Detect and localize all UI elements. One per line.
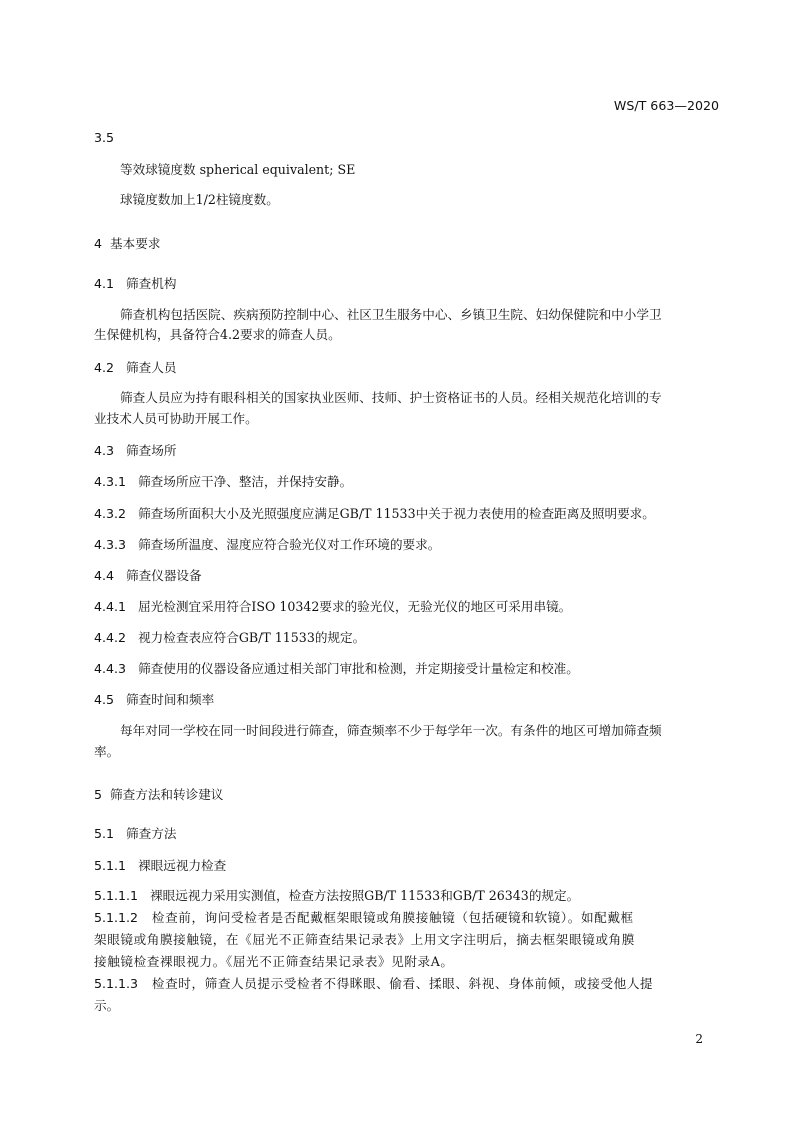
- section-title: 筛查仪器设备: [126, 568, 202, 583]
- section-heading-4: [94, 236, 160, 252]
- paragraph-line: 筛查人员应为持有眼科相关的国家执业医师、技师、护士资格证书的人员。经相关规范化培训的专: [120, 390, 662, 405]
- paragraph-line: 筛查机构包括医院、疾病预防控制中心、社区卫生服务中心、乡镇卫生院、妇幼保健院和中小学卫: [120, 307, 662, 322]
- clause-number: 5.1.1.3: [94, 976, 139, 991]
- clause-5-1-1-3: [94, 976, 653, 992]
- clause-4-3-2: [94, 506, 655, 522]
- section-number: 4.4: [94, 568, 115, 583]
- clause-text: 检查前，询问受检者是否配戴框架眼镜或角膜接触镜（包括硬镜和软镜）。如配戴框: [151, 910, 634, 925]
- section-number: 5: [94, 787, 103, 802]
- paragraph-line: 率。: [94, 744, 120, 759]
- section-heading-4-1: [94, 276, 176, 292]
- clause-4-4-1: [94, 599, 571, 615]
- section-heading-5-1-1: [94, 858, 226, 874]
- clause-text: 筛查场所面积大小及光照强度应满足GB/T 11533中关于视力表使用的检查距离及照明要求。: [138, 506, 655, 521]
- clause-5-1-1-1: [94, 888, 579, 904]
- section-title: 筛查方法和转诊建议: [110, 787, 224, 802]
- paragraph-line: 生保健机构，具备符合4.2要求的筛查人员。: [94, 327, 341, 342]
- section-heading-5: [94, 787, 223, 803]
- clause-text: 筛查场所应干净、整洁，并保持安静。: [138, 474, 353, 489]
- section-title: 裸眼远视力检查: [138, 858, 227, 873]
- section-heading-4-2: [94, 360, 176, 376]
- section-number: 4.5: [94, 692, 115, 707]
- section-title: 筛查场所: [126, 443, 177, 458]
- clause-number: 4.4.2: [94, 630, 127, 645]
- clause-4-4-3: [94, 661, 579, 677]
- paragraph-line: 示。: [94, 998, 120, 1013]
- clause-text: 检查时，筛查人员提示受检者不得眯眼、偷看、揉眼、斜视、身体前倾，或接受他人提: [151, 976, 654, 991]
- clause-text: 筛查使用的仪器设备应通过相关部门审批和检测，并定期接受计量检定和校准。: [138, 661, 579, 676]
- clause-number: 5.1.1.1: [94, 888, 139, 903]
- paragraph-line: 架眼镜或角膜接触镜，在《屈光不正筛查结果记录表》上用文字注明后，摘去框架眼镜或角膜: [94, 932, 635, 947]
- clause-number-3-5: 3.5: [94, 130, 115, 145]
- clause-number: 4.4.3: [94, 661, 127, 676]
- section-number: 4: [94, 236, 103, 251]
- term-spherical-equivalent: 等效球镜度数 spherical equivalent; SE: [120, 162, 356, 177]
- section-heading-5-1: [94, 826, 176, 842]
- clause-number: 4.3.2: [94, 506, 127, 521]
- clause-5-1-1-2: [94, 910, 634, 926]
- section-number: 4.3: [94, 443, 115, 458]
- section-number: 5.1.1: [94, 858, 127, 873]
- paragraph-line: 接触镜检查裸眼视力。《屈光不正筛查结果记录表》见附录A。: [94, 954, 454, 969]
- clause-4-3-3: [94, 537, 440, 553]
- clause-text: 视力检查表应符合GB/T 11533的规定。: [138, 630, 366, 645]
- clause-number: 5.1.1.2: [94, 910, 139, 925]
- section-title: 筛查时间和频率: [126, 692, 215, 707]
- section-title: 基本要求: [110, 236, 161, 251]
- section-title: 筛查方法: [126, 826, 177, 841]
- clause-number: 4.3.1: [94, 474, 127, 489]
- section-heading-4-4: [94, 568, 202, 584]
- section-number: 4.1: [94, 276, 115, 291]
- clause-number: 4.4.1: [94, 599, 127, 614]
- clause-4-4-2: [94, 630, 365, 646]
- section-number: 4.2: [94, 360, 115, 375]
- paragraph-line: 每年对同一学校在同一时间段进行筛查，筛查频率不少于每学年一次。有条件的地区可增加筛查频: [120, 723, 662, 738]
- clause-text: 裸眼远视力采用实测值，检查方法按照GB/T 11533和GB/T 26343的规定。: [150, 888, 580, 903]
- paragraph-line: 业技术人员可协助开展工作。: [94, 411, 258, 426]
- section-title: 筛查机构: [126, 276, 177, 291]
- section-heading-4-3: [94, 443, 176, 459]
- clause-text: 筛查场所温度、湿度应符合验光仪对工作环境的要求。: [138, 537, 441, 552]
- section-heading-4-5: [94, 692, 214, 708]
- page-number: 2: [695, 1032, 703, 1046]
- standard-number: WS/T 663—2020: [613, 98, 719, 113]
- clause-4-3-1: [94, 474, 352, 490]
- term-definition: 球镜度数加上1/2柱镜度数。: [120, 192, 279, 207]
- clause-number: 4.3.3: [94, 537, 127, 552]
- clause-text: 屈光检测宜采用符合ISO 10342要求的验光仪，无验光仪的地区可采用串镜。: [138, 599, 572, 614]
- section-number: 5.1: [94, 826, 115, 841]
- section-title: 筛查人员: [126, 360, 177, 375]
